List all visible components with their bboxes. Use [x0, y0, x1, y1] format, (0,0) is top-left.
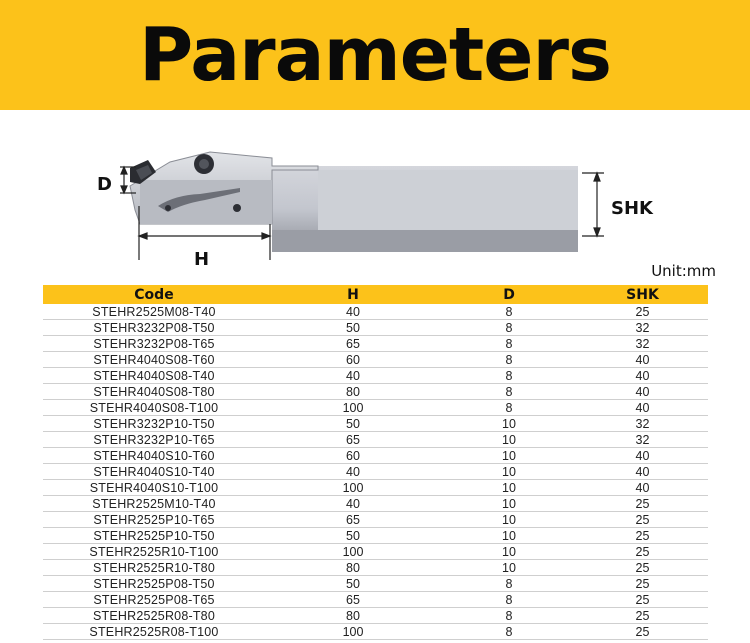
table-row	[43, 384, 708, 400]
cell-h: 40	[265, 368, 441, 384]
cell-shk: 32	[577, 416, 708, 432]
cell-code: STEHR3232P08-T50	[43, 320, 265, 336]
table-row	[43, 336, 708, 352]
cell-shk: 25	[577, 560, 708, 576]
cell-d: 8	[441, 304, 577, 320]
cell-h: 100	[265, 624, 441, 640]
table-row	[43, 320, 708, 336]
cell-h: 40	[265, 496, 441, 512]
cell-d: 10	[441, 416, 577, 432]
cell-h: 65	[265, 432, 441, 448]
cell-d: 10	[441, 480, 577, 496]
cell-h: 40	[265, 464, 441, 480]
table-row	[43, 432, 708, 448]
cell-code: STEHR2525M08-T40	[43, 304, 265, 320]
cell-code: STEHR3232P10-T65	[43, 432, 265, 448]
parameters-table	[43, 285, 708, 640]
cell-d: 10	[441, 528, 577, 544]
cell-d: 8	[441, 336, 577, 352]
cell-code: STEHR2525R08-T80	[43, 608, 265, 624]
cell-code: STEHR2525R10-T100	[43, 544, 265, 560]
d-label: D	[97, 174, 112, 195]
cell-h: 50	[265, 576, 441, 592]
table-row	[43, 544, 708, 560]
cell-code: STEHR2525P10-T50	[43, 528, 265, 544]
shank	[272, 166, 578, 252]
cell-h: 80	[265, 560, 441, 576]
cell-h: 65	[265, 592, 441, 608]
shk-label: SHK	[611, 198, 653, 219]
cell-code: STEHR3232P10-T50	[43, 416, 265, 432]
table-row	[43, 304, 708, 320]
cell-code: STEHR4040S10-T60	[43, 448, 265, 464]
table-row	[43, 368, 708, 384]
cell-h: 100	[265, 400, 441, 416]
cell-d: 8	[441, 576, 577, 592]
cell-code: STEHR2525P08-T50	[43, 576, 265, 592]
cell-shk: 40	[577, 368, 708, 384]
cell-shk: 40	[577, 480, 708, 496]
cell-d: 8	[441, 368, 577, 384]
header-code: Code	[43, 285, 265, 304]
cell-d: 8	[441, 352, 577, 368]
cell-d: 10	[441, 544, 577, 560]
cell-code: STEHR2525R08-T100	[43, 624, 265, 640]
cell-shk: 25	[577, 512, 708, 528]
cell-h: 50	[265, 320, 441, 336]
table-row	[43, 624, 708, 640]
title-banner	[0, 0, 750, 110]
cell-h: 50	[265, 416, 441, 432]
cell-shk: 40	[577, 400, 708, 416]
cell-h: 80	[265, 384, 441, 400]
table-row	[43, 576, 708, 592]
cell-code: STEHR3232P08-T65	[43, 336, 265, 352]
unit-label: Unit:mm	[651, 262, 716, 280]
table-row	[43, 528, 708, 544]
cell-h: 100	[265, 480, 441, 496]
table-row	[43, 496, 708, 512]
cell-code: STEHR4040S08-T40	[43, 368, 265, 384]
cell-h: 65	[265, 512, 441, 528]
cell-d: 8	[441, 608, 577, 624]
cell-h: 40	[265, 304, 441, 320]
table-row	[43, 400, 708, 416]
cell-d: 10	[441, 448, 577, 464]
cell-shk: 25	[577, 576, 708, 592]
cell-d: 8	[441, 592, 577, 608]
cell-h: 80	[265, 608, 441, 624]
cell-h: 60	[265, 352, 441, 368]
h-label: H	[194, 249, 210, 270]
cell-code: STEHR2525R10-T80	[43, 560, 265, 576]
cell-h: 65	[265, 336, 441, 352]
page-title: Parameters	[138, 12, 611, 98]
cell-shk: 25	[577, 304, 708, 320]
cell-d: 8	[441, 624, 577, 640]
cell-h: 60	[265, 448, 441, 464]
table-row	[43, 608, 708, 624]
table-row	[43, 352, 708, 368]
cell-d: 8	[441, 400, 577, 416]
cell-d: 10	[441, 432, 577, 448]
cell-shk: 25	[577, 608, 708, 624]
header-d: D	[441, 285, 577, 304]
cell-shk: 25	[577, 496, 708, 512]
shk-dimension	[582, 173, 604, 236]
cell-shk: 25	[577, 592, 708, 608]
table-row	[43, 592, 708, 608]
cell-shk: 32	[577, 336, 708, 352]
cell-code: STEHR2525M10-T40	[43, 496, 265, 512]
header-shk: SHK	[577, 285, 708, 304]
cell-code: STEHR2525P10-T65	[43, 512, 265, 528]
table-row	[43, 448, 708, 464]
cell-code: STEHR4040S10-T100	[43, 480, 265, 496]
cell-shk: 40	[577, 384, 708, 400]
cell-shk: 40	[577, 448, 708, 464]
cell-code: STEHR2525P08-T65	[43, 592, 265, 608]
cell-code: STEHR4040S08-T100	[43, 400, 265, 416]
table-header-row	[43, 285, 708, 304]
cell-shk: 32	[577, 320, 708, 336]
cell-shk: 25	[577, 528, 708, 544]
cell-d: 10	[441, 512, 577, 528]
cell-code: STEHR4040S08-T80	[43, 384, 265, 400]
cell-shk: 40	[577, 352, 708, 368]
cell-d: 8	[441, 384, 577, 400]
table-row	[43, 464, 708, 480]
cell-code: STEHR4040S08-T60	[43, 352, 265, 368]
cell-code: STEHR4040S10-T40	[43, 464, 265, 480]
cell-shk: 40	[577, 464, 708, 480]
cell-d: 10	[441, 464, 577, 480]
cell-shk: 25	[577, 624, 708, 640]
header-h: H	[265, 285, 441, 304]
cell-d: 10	[441, 560, 577, 576]
cell-shk: 32	[577, 432, 708, 448]
table-row	[43, 512, 708, 528]
cell-d: 8	[441, 320, 577, 336]
table-row	[43, 416, 708, 432]
cell-d: 10	[441, 496, 577, 512]
table-row	[43, 560, 708, 576]
cell-h: 100	[265, 544, 441, 560]
cell-shk: 25	[577, 544, 708, 560]
cell-h: 50	[265, 528, 441, 544]
table-row	[43, 480, 708, 496]
